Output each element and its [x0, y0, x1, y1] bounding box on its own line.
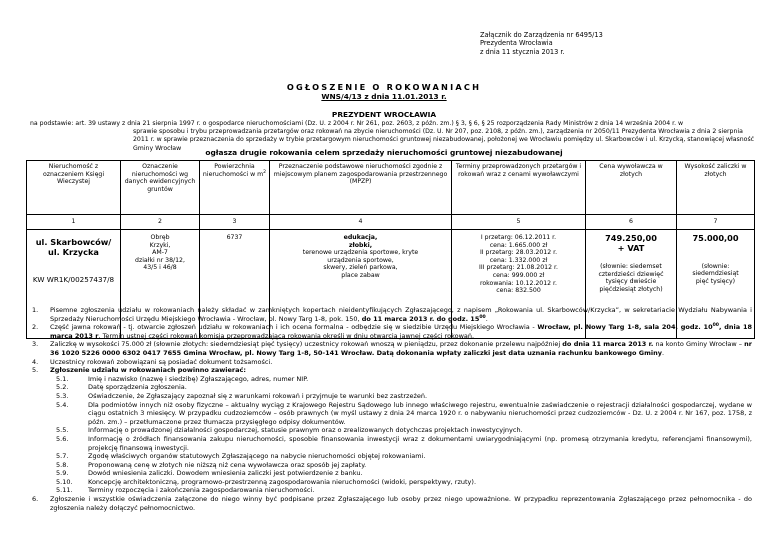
- header-designation: Oznaczenie nieruchomości wg danych ewidencyjnych gruntów: [121, 161, 200, 215]
- rule-bank-account: nr 36 1020 5226 0000 6302 0417 7655 Gmina Wrocław, pl. Nowy Targ 1-8, 50-141 Wrocław. Datą dokonania wpłaty zaliczki jest data uznania rachunku bankowego Gminy: [50, 340, 752, 357]
- rule-text: Pisemne zgłoszenia udziału w rokowaniach należy składać w zamkniętych kopertach nieidentyfikujących Zgłaszającego, z napisem „Rokowania ul. Skarbowców/Krzycka”, w sekretariacie Wydziału Nabywania i Sprzedaży Nieruchomości Urzędu Miejskiego Wrocławia - Wrocław, pl. Nowy Targ 1-8, pok. 150,: [50, 306, 752, 323]
- header-price: Cena wywoławcza w złotych: [586, 161, 677, 215]
- deposit-words: (słownie:: [701, 262, 730, 270]
- rule-text: Zaliczkę w wysokości 75.000 zł (słownie złotych: siedemdziesiąt pięć tysięcy) uczestnicy rokowań wnoszą w pieniądzu, przez dokonanie przelewu najpóźniej: [50, 340, 563, 349]
- price-words: (słownie: siedemset: [600, 263, 662, 271]
- col-number: 3: [200, 215, 270, 230]
- col-number: 7: [677, 215, 755, 230]
- header-property: Nieruchomość z oznaczeniem Księgi Wieczystej: [27, 161, 121, 215]
- header-deposit: Wysokość zaliczki w złotych: [677, 161, 755, 215]
- announcement-heading: ogłasza drugie rokowania celem sprzedaży nieruchomości gruntowej niezabudowanej: [205, 148, 563, 157]
- price-words: czterdzieści dziewięć: [598, 270, 664, 278]
- tender-line: cena: 832.500: [496, 287, 541, 295]
- col-number: 6: [586, 215, 677, 230]
- rule-item: 4. Uczestnicy rokowań zobowiązani są posiadać dokument tożsamości.: [32, 357, 273, 366]
- purpose-line: terenowe urządzenia sportowe, kryte: [302, 249, 419, 257]
- document-title: OGŁOSZENIE O ROKOWANIACH: [286, 82, 482, 92]
- rule-text: na konto Gminy Wrocław –: [653, 340, 745, 349]
- legal-basis-rest: sprawie sposobu i trybu przeprowadzania przetargów oraz rokowań na zbycie nieruchomości (Dz. U. Nr 207, poz. 2108, z późn. zm.), zarządzenia nr 2050/11 Prezydenta Wrocławia z dnia 2 sierpnia 2011 r. w sprawie przeznaczenia do sprzedaży w trybie przetargowym nieruchomości gruntowej niezabudowanej, położonej we Wrocławiu pomiędzy ul. Skarbowców i ul. Krzycką, stanowiącej własność Gminy Wrocław: [133, 128, 755, 152]
- purpose-line: edukacja,: [343, 234, 378, 241]
- rule-item: 6. Zgłoszenie i wszystkie oświadczenia załączone do niego winny być podpisane przez Zgłaszającego lub osoby przez niego upoważnione. W przypadku reprezentowania Zgłaszającego przez pełnomocnika - do zgłoszenia należy dołączyć pełnomocnictwo.: [32, 495, 752, 512]
- designation-line: 43/5 i 46/8: [143, 264, 177, 272]
- price-value: 749.250,00: [605, 233, 657, 243]
- col-number: 1: [27, 215, 121, 230]
- designation-line: Krzyki,: [149, 241, 171, 249]
- rule-text: .: [485, 314, 488, 323]
- header-purpose: Przeznaczenie podstawowe nieruchomości zgodnie z miejscowym planem zagospodarowania przestrzennego (MPZP): [270, 161, 452, 215]
- rule-item: 1. Pisemne zgłoszenia udziału w rokowaniach należy składać w zamkniętych kopertach nieidentyfikujących Zgłaszającego, z napisem „Rokowania ul. Skarbowców/Krzycka”, w sekretariacie Wydziału Nabywania i Sprzedaży Nieruchomości Urzędu Miejskiego Wrocławia - Wrocław, pl. Nowy Targ 1-8, pok. 150, do 11 marca 2013 r. do godz. $15^{00}$.: [32, 306, 752, 323]
- rule-deposit-deadline: do dnia 11 marca 2013 r.: [562, 340, 654, 349]
- sub-rule-item: 5.3. Oświadczenie, że Zgłaszający zapoznał się z warunkami rokowań i przyjmuje te warunki bez zastrzeżeń.: [56, 391, 428, 400]
- rule-text: .: [661, 348, 665, 357]
- rule-venue: Wrocław, pl. Nowy Targ 1-8, sala 204, godz. 10: [537, 323, 713, 332]
- rule-text: Zgłoszenie udziału w rokowaniach powinno zawierać:: [50, 366, 246, 375]
- annex-line-3: z dnia 11 stycznia 2013 r.: [480, 47, 565, 56]
- sub-rule-item: 5.8. Proponowaną cenę w złotych nie niższą niż cena wywoławcza oraz sposób jej zapłaty.: [56, 460, 367, 469]
- sub-rule-item: 5.11. Terminy rozpoczęcia i zakończenia zagospodarowania nieruchomości.: [56, 486, 315, 495]
- header-area-label: Powierzchnia nieruchomości w m: [202, 163, 264, 178]
- sub-rule-item: 5.1. Imię i nazwisko (nazwę i siedzibę) Zgłaszającego, adres, numer NIP.: [56, 374, 309, 383]
- rule-text: Zgłoszenie i wszystkie oświadczenia załączone do niego winny być podpisane przez Zgłaszającego lub osoby przez niego upoważnione. W przypadku reprezentowania Zgłaszającego przez pełnomocnika - do zgłoszenia należy dołączyć pełnomocnictwo.: [50, 495, 752, 512]
- purpose-line: urządzenia sportowe,: [327, 256, 394, 264]
- sub-rule-item: 5.5. Informację o prowadzonej działalności gospodarczej, statusie prawnym oraz o zrealizowanych dotychczas projektach inwestycyjnych.: [56, 426, 523, 435]
- sub-rule-item: 5.10. Koncepcję architektoniczną, programowo-przestrzenną zagospodarowania nieruchomości (widoki, perspektywy, rzuty).: [56, 477, 477, 486]
- rule-venue-date: , dnia 18 marca 2013 r: [50, 323, 752, 340]
- tender-line: cena: 1.332.000 zł: [489, 256, 548, 264]
- annex-line-2: Prezydenta Wrocławia: [480, 39, 553, 48]
- sub-rule-item: 5.9. Dowód wniesienia zaliczki. Dowodem wniesienia zaliczki jest potwierdzenie z banku.: [56, 469, 363, 478]
- rule-item: 3. Zaliczkę w wysokości 75.000 zł (słownie złotych: siedemdziesiąt pięć tysięcy) uczestnicy rokowań wnoszą w pieniądzu, przez dokonanie przelewu najpóźniej do dnia 11 marca 2013 r. na konto Gminy Wrocław – nr 36 1020 5226 0000 6302 0417 7655 Gmina Wrocław, pl. Nowy Targ 1-8, 50-141 Wrocław. Datą dokonania wpłaty zaliczki jest data uznania rachunku bankowego Gminy.: [32, 340, 752, 357]
- col-number: 5: [452, 215, 586, 230]
- rule-text: Część jawna rokowań - tj. otwarcie zgłoszeń udziału w rokowaniach i ich ocena formalna - odbędzie się w siedzibie Urzędu Miejskiego Wrocławia -: [50, 323, 538, 332]
- price-words: tysięcy dwieście: [605, 278, 657, 286]
- col-number: 4: [270, 215, 452, 230]
- purpose-line: złobki,: [348, 241, 373, 249]
- deposit-words: siedemdziesiąt: [692, 270, 739, 278]
- table-header-row: [27, 161, 755, 215]
- tender-line: cena: 1.665.000 zł: [489, 241, 548, 249]
- rule-item: 5. Zgłoszenie udziału w rokowaniach powinno zawierać: 5.1. Imię i nazwisko (nazwę i siedzibę) Zgłaszającego, adres, numer NIP. 5.2. Datę sporządzenia zgłoszenia. 5.3. Oświadczenie, że Zgłaszający zapoznał się z warunkami rokowań i przyjmuje te warunki bez zastrzeżeń. 5.4. Dla podmiotów innych niż osoby fizyczne – aktualny wyciąg z Krajowego Rejestru Sądowego lub innego właściwego rejestru, ewentualnie zaświadczenie o rejestracji działalności gospodarczej, wydane w ciągu ostatnich 3 miesięcy. W przypadku cudzoziemców – osób prawnych (w myśl ustawy z dnia 24 marca 1920 r. o nabywaniu nieruchomości przez cudzoziemców - Dz. U. z 2004 r. Nr 167, poz. 1758, z późn. zm.) – przetłumaczone przez tłumacza przysięgłego odpisy dokumentów. 5.5. Informację o prowadzonej działalności gospodarczej, statusie prawnym oraz o zrealizowanych dotychczas projektach inwestycyjnych. 5.6. Informację o źródłach finansowania zakupu nieruchomości, sposobie finansowania inwestycji wraz z dokumentami uwiarygodniającymi (np. promesą otrzymania kredytu, referencjami finansowymi), projekcję finansową inwestycji. 5.7. Zgodę właściwych organów statutowych Zgłaszającego na nabycie nieruchomości objętej rokowaniami. 5.8. Proponowaną cenę w złotych nie niższą niż cena wywoławcza oraz sposób jej zapłaty. 5.9. Dowód wniesienia zaliczki. Dowodem wniesienia zaliczki jest potwierdzenie z banku. 5.10. Koncepcję architektoniczną, programowo-przestrzenną zagospodarowania nieruchomości (widoki, perspektywy, rzuty). 5.11. Terminy rozpoczęcia i zakończenia zagospodarowania nieruchomości.: [32, 366, 752, 495]
- purpose-line: place zabaw: [341, 271, 380, 279]
- legal-basis-lead: na podstawie: art. 39 ustawy z dnia 21 sierpnia 1997 r. o gospodarce nieruchomościami (Dz. U. z 2004 r. Nr 261, poz. 2603, z późn. zm.) § 3, § 6, § 25 rozporządzenia Rady Ministrów z dnia 14 września 2004 r. w: [30, 120, 684, 127]
- designation-line: AM-7: [152, 249, 168, 257]
- header-area: [200, 161, 270, 215]
- land-register-number: KW WR1K/00257437/8: [32, 275, 115, 285]
- table-number-row: [27, 215, 755, 230]
- sub-rules-list: [50, 375, 752, 495]
- sub-rule-item: 5.7. Zgodę właściwych organów statutowych Zgłaszającego na nabycie nieruchomości objętej rokowaniami.: [56, 452, 426, 461]
- document-reference: WNS/4/13 z dnia 11.01.2013 r.: [321, 92, 447, 101]
- sub-rule-item: 5.2. Datę sporządzenia zgłoszenia.: [56, 383, 187, 392]
- purpose-line: skwery, zieleń parkowa,: [323, 264, 398, 272]
- sub-rule-item: 5.6. Informację o źródłach finansowania zakupu nieruchomości, sposobie finansowania inwestycji wraz z dokumentami uwiarygodniającymi (np. promesą otrzymania kredytu, referencjami finansowymi), projekcję finansową inwestycji.: [56, 434, 752, 452]
- property-name: ul. Skarbowców/ ul. Krzycka: [35, 237, 112, 257]
- header-area-sup: 2: [263, 169, 267, 175]
- rule-sup: 00: [479, 314, 486, 320]
- price-vat: + VAT: [617, 242, 645, 253]
- tender-line: rokowania: 10.12.2012 r.: [479, 279, 557, 287]
- price-words: pięćdziesiąt złotych): [599, 285, 663, 293]
- rule-text: Uczestnicy rokowań zobowiązani są posiadać dokument tożsamości.: [50, 357, 273, 366]
- rules-list: [24, 306, 752, 512]
- header-tenders: Terminy przeprowadzonych przetargów i rokowań wraz z cenami wywoławczymi: [452, 161, 586, 215]
- designation-line: działki nr 38/12,: [135, 256, 185, 264]
- tender-line: cena: 999.000 zł: [492, 271, 545, 279]
- annex-line-1: Załącznik do Zarządzenia nr 6495/13: [480, 31, 603, 39]
- cell-area: 6737: [200, 230, 270, 339]
- rule-sup: 00: [712, 323, 719, 329]
- col-number: 2: [121, 215, 200, 230]
- rule-deadline: do 11 marca 2013 r. do godz. 15: [361, 314, 480, 323]
- sub-rule-item: 5.4. Dla podmiotów innych niż osoby fizyczne – aktualny wyciąg z Krajowego Rejestru Sądowego lub innego właściwego rejestru, ewentualnie zaświadczenie o rejestracji działalności gospodarczej, wydane w ciągu ostatnich 3 miesięcy. W przypadku cudzoziemców – osób prawnych (w myśl ustawy z dnia 24 marca 1920 r. o nabywaniu nieruchomości przez cudzoziemców - Dz. U. z 2004 r. Nr 167, poz. 1758, z późn. zm.) – przetłumaczone przez tłumacza przysięgłego odpisy dokumentów.: [56, 400, 752, 426]
- rule-text: . Termin ustnej części rokowań komisja przeprowadzająca rokowania określi w dniu otwarcia jawnej części rokowań.: [98, 331, 475, 340]
- deposit-words: pięć tysięcy): [695, 277, 736, 285]
- tender-line: III przetarg: 21.08.2012 r.: [479, 264, 558, 272]
- rule-item: 2. Część jawna rokowań - tj. otwarcie zgłoszeń udziału w rokowaniach i ich ocena formalna - odbędzie się w siedzibie Urzędu Miejskiego Wrocławia - Wrocław, pl. Nowy Targ 1-8, sala 204, godz. $10^{00}$, dnia 18 marca 2013 r. Termin ustnej części rokowań komisja przeprowadzająca rokowania określi w dniu otwarcia jawnej części rokowań.: [32, 323, 752, 340]
- designation-line: Obręb: [150, 234, 170, 241]
- issuing-authority: PREZYDENT WROCŁAWIA: [331, 110, 437, 119]
- annex-note: [480, 31, 603, 56]
- tender-line: I przetarg: 06.12.2011 r.: [480, 234, 557, 241]
- deposit-value: 75.000,00: [692, 233, 739, 243]
- tender-line: II przetarg: 28.03.2012 r.: [479, 249, 558, 257]
